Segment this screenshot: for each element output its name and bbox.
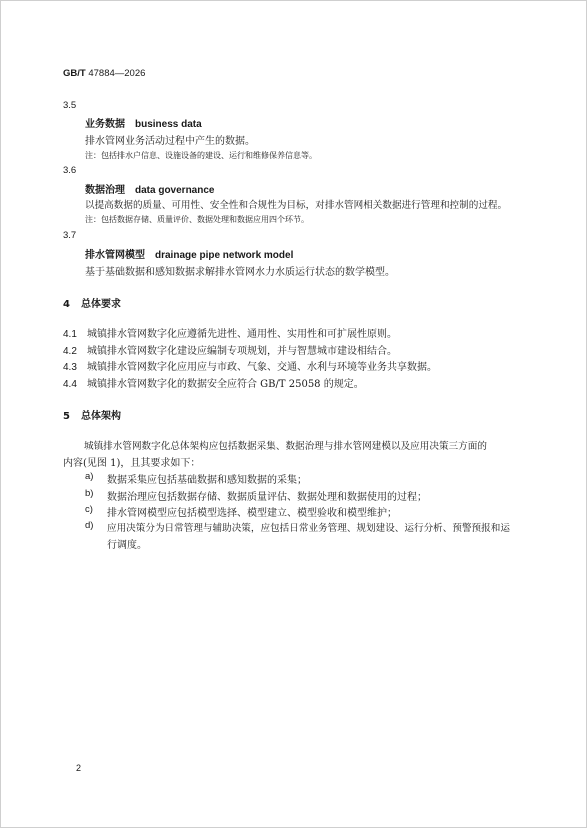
list-marker: b): [85, 488, 94, 499]
term-note: 注：包括排水户信息、设施设备的建设、运行和维修保养信息等。: [85, 151, 317, 160]
clause-number: 4.2: [63, 346, 77, 357]
term-title-zh: 排水管网模型: [85, 250, 145, 261]
term-definition: 以提高数据的质量、可用性、安全性和合规性为目标，对排水管网相关数据进行管理和控制的过程。: [85, 200, 508, 211]
term-title-en: business data: [135, 119, 202, 130]
list-item: [85, 504, 525, 518]
term-definition: 基于基础数据和感知数据求解排水管网水力水质运行状态的数学模型。: [85, 267, 395, 278]
intro-paragraph-line: 城镇排水管网数字化总体架构应包括数据采集、数据治理与排水管网建模以及应用决策三方面的: [84, 441, 487, 452]
list-marker: c): [85, 504, 93, 515]
list-text: 排水管网模型应包括模型选择、模型建立、模型验收和模型维护；: [107, 508, 397, 519]
section-number: 5: [63, 411, 70, 422]
clause: [63, 358, 437, 373]
standard-number: 47884—2026: [88, 68, 146, 79]
term-title: [85, 181, 214, 196]
section-title: 总体架构: [81, 411, 121, 422]
term-title: [85, 246, 293, 261]
list-item: [85, 520, 525, 552]
clause: [63, 325, 397, 340]
standard-code: GB/T: [63, 68, 86, 79]
list-marker: d): [85, 520, 94, 531]
clause-text: 城镇排水管网数字化建设应编制专项规划，并与智慧城市建设相结合。: [87, 346, 397, 357]
list-item: [85, 488, 525, 502]
clause-number: 4.3: [63, 362, 77, 373]
page-number: 2: [76, 763, 82, 773]
term-title-zh: 业务数据: [85, 119, 125, 130]
clause-text: 城镇排水管网数字化应遵循先进性、通用性、实用性和可扩展性原则。: [87, 329, 397, 340]
section-number: 4: [63, 299, 70, 310]
list-marker: a): [85, 471, 94, 482]
term-title-zh: 数据治理: [85, 185, 125, 196]
clause: [63, 375, 364, 390]
standard-header: [63, 68, 145, 79]
intro-paragraph-line: 内容(见图 1)，且其要求如下：: [63, 458, 201, 469]
list-text-continuation: 行调度。: [107, 540, 147, 551]
list-text: 数据治理应包括数据存储、数据质量评估、数据处理和数据使用的过程；: [107, 492, 427, 503]
clause-number: 4.4: [63, 379, 77, 390]
list-text: 数据采集应包括基础数据和感知数据的采集；: [107, 475, 307, 486]
section-heading: [63, 407, 121, 422]
section-title: 总体要求: [81, 299, 121, 310]
term-definition: 排水管网业务活动过程中产生的数据。: [85, 136, 255, 147]
term-title: [85, 115, 202, 130]
term-number: 3.7: [63, 230, 77, 241]
clause-number: 4.1: [63, 329, 77, 340]
term-number: 3.6: [63, 165, 77, 176]
term-title-en: drainage pipe network model: [155, 250, 294, 261]
section-heading: [63, 295, 121, 310]
clause-text: 城镇排水管网数字化应用应与市政、气象、交通、水利与环境等业务共享数据。: [87, 362, 437, 373]
clause: [63, 342, 397, 357]
term-number: 3.5: [63, 100, 77, 111]
clause-text: 城镇排水管网数字化的数据安全应符合 GB/T 25058 的规定。: [87, 379, 364, 390]
list-text: 应用决策分为日常管理与辅助决策，应包括日常业务管理、规划建设、运行分析、预警预报和运: [107, 523, 510, 534]
list-item: [85, 471, 525, 485]
term-note: 注：包括数据存储、质量评价、数据处理和数据应用四个环节。: [85, 215, 309, 224]
term-title-en: data governance: [135, 185, 215, 196]
